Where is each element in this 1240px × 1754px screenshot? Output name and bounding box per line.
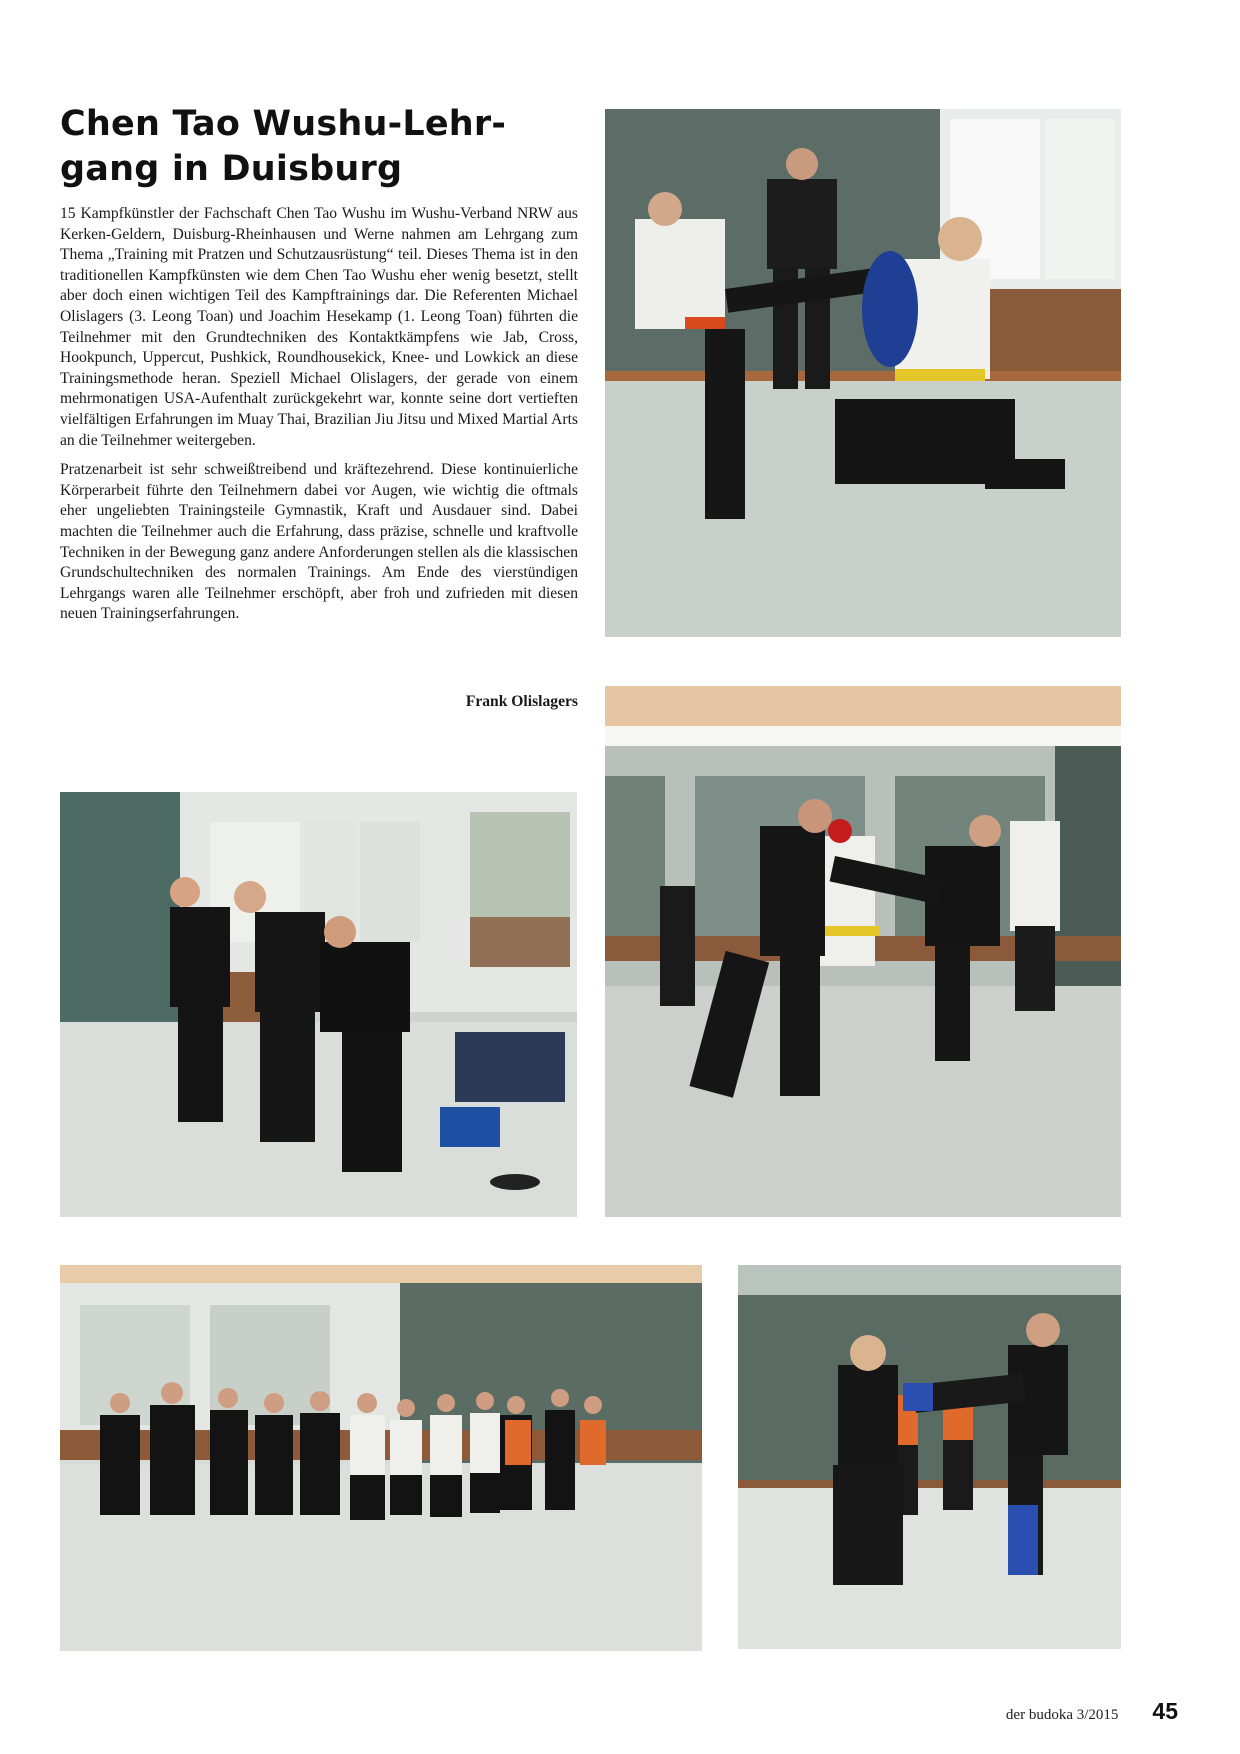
article-paragraph-1: 15 Kampfkünstler der Fachschaft Chen Tao Wushu im Wushu-Verband NRW aus Kerken-Geldern, Duisburg-Rheinhausen und Werne nahmen am Lehrgang zum Thema „Training mit Pratzen und Schutzausrüstung“ teil. Dieses Thema ist in den traditionellen Kampfkünsten wie dem Chen Tao Wushu eher wenig besetzt, stellt aber doch einen wichtigen Teil des Kampftrainings dar. Die Referenten Michael Olislagers (3. Leong Toan) und Joachim Hesekamp (1. Leong Toan) führten die Teilnehmer mit den Grundtechniken des Kontaktkämpfens wie Jab, Cross, Hookpunch, Uppercut, Pushkick, Roundhousekick, Knee- und Lowkick an diese Trainingsmethode heran. Speziell Michael Olislagers, der gerade von einem mehrmonatigen USA-Aufenthalt zurückgekehrt war, konnte seine dort vertieften vielfältigen Erfahrungen im Muay Thai, Brazilian Jiu Jitsu und Mixed Martial Arts an die Teilnehmer weitergeben. [60,205,578,449]
page-number: 45 [1152,1698,1178,1724]
photo-high-kick-sparring [605,686,1121,1217]
photo-greeting-bow [60,792,577,1217]
article-title-line-2: gang in Duisburg [60,149,403,189]
article-title [60,102,550,192]
article-author: Frank Olislagers [465,693,578,710]
article-paragraph-2: Pratzenarbeit ist sehr schweißtreibend und kräftezehrend. Diese kontinuierliche Körperarbeit führte den Teilnehmern dabei vor Augen, wie wichtig die oftmals eher ungeliebten Trainingsteile Gymnastik, Kraft und Ausdauer sind. Dabei machten die Teilnehmer auch die Erfahrung, dass präzise, schnelle und kraftvolle Techniken in der Bewegung ganz andere Anforderungen stellen als die klassischen Grundschultechniken des normalen Trainings. Am Ende des vierstündigen Lehrgangs waren alle Teilnehmer erschöpft, aber froh und zufrieden mit diesen neuen Trainingserfahrungen. [60,461,578,623]
photo-kick-pratze-drill [738,1265,1121,1649]
article-title-line-1: Chen Tao Wushu-Lehr- [60,104,507,144]
photo-group-lineup [60,1265,702,1651]
page-footer [1006,1698,1178,1725]
photo-kick-pad-training [605,109,1121,637]
magazine-issue: der budoka 3/2015 [1005,1707,1119,1723]
article-body [60,204,578,634]
